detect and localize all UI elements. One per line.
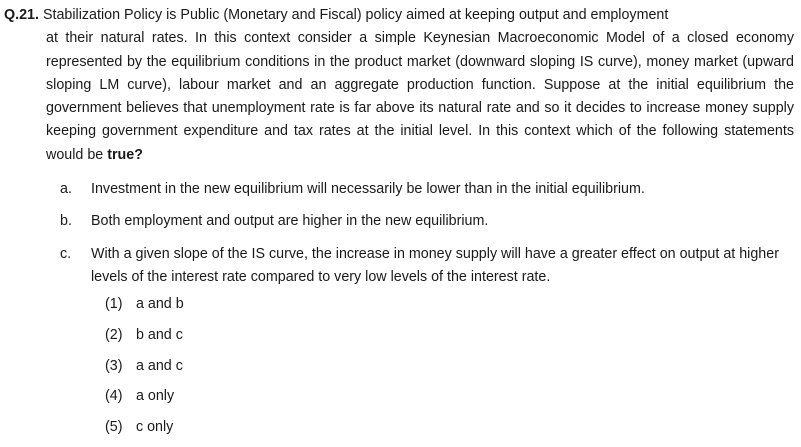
question-first-line-text: Stabilization Policy is Public (Monetary and Fiscal) policy aimed at keeping output and employment: [42, 7, 669, 23]
statement-letter: a.: [60, 181, 72, 197]
option-1[interactable]: [105, 289, 184, 320]
option-number: (4): [105, 388, 123, 405]
option-5[interactable]: [105, 412, 184, 443]
answer-options: [105, 289, 184, 443]
option-2[interactable]: [105, 320, 184, 351]
question-body-text: at their natural rates. In this context consider a simple Keynesian Macroeconomic Model of a closed economy represented by the equilibrium conditions in the product market (downward sloping IS curve), money market (upward sloping LM curve), labour market and an aggregate production function. Suppose at the initial equilibrium the government believes that unemployment rate is far above its natural rate and so it decides to increase money supply keeping government expenditure and tax rates at the initial level. In this context which of the following statements would be: [46, 30, 794, 163]
option-text: a only: [135, 388, 175, 405]
option-text: a and c: [135, 357, 183, 374]
option-4[interactable]: [105, 381, 184, 412]
statement-text: Both employment and output are higher in the new equilibrium.: [91, 213, 489, 230]
statement-letter: c.: [60, 245, 72, 262]
statement-text: With a given slope of the IS curve, the increase in money supply will have a greater effect on output at higher levels of the interest rate compared to very low levels of the interest rate.: [91, 245, 779, 286]
question-number: Q.21.: [4, 7, 39, 23]
option-number: (3): [105, 357, 123, 374]
option-text: a and b: [135, 296, 184, 312]
question-first-line: [4, 4, 794, 27]
statement-b: [60, 210, 780, 233]
question-block: [4, 4, 794, 167]
statement-letter: b.: [60, 213, 72, 230]
statement-text: Investment in the new equilibrium will necessarily be lower than in the initial equilibrium.: [91, 181, 645, 197]
option-text: b and c: [135, 326, 183, 343]
option-3[interactable]: [105, 351, 184, 382]
option-number: (5): [105, 419, 123, 436]
option-number: (2): [105, 326, 123, 343]
statement-a: [60, 178, 780, 201]
statement-c: [60, 243, 780, 290]
statement-list: [60, 178, 780, 299]
option-text: c only: [135, 419, 174, 436]
question-emphasis: true?: [107, 146, 143, 163]
option-number: (1): [105, 296, 123, 312]
question-body: [4, 27, 794, 167]
